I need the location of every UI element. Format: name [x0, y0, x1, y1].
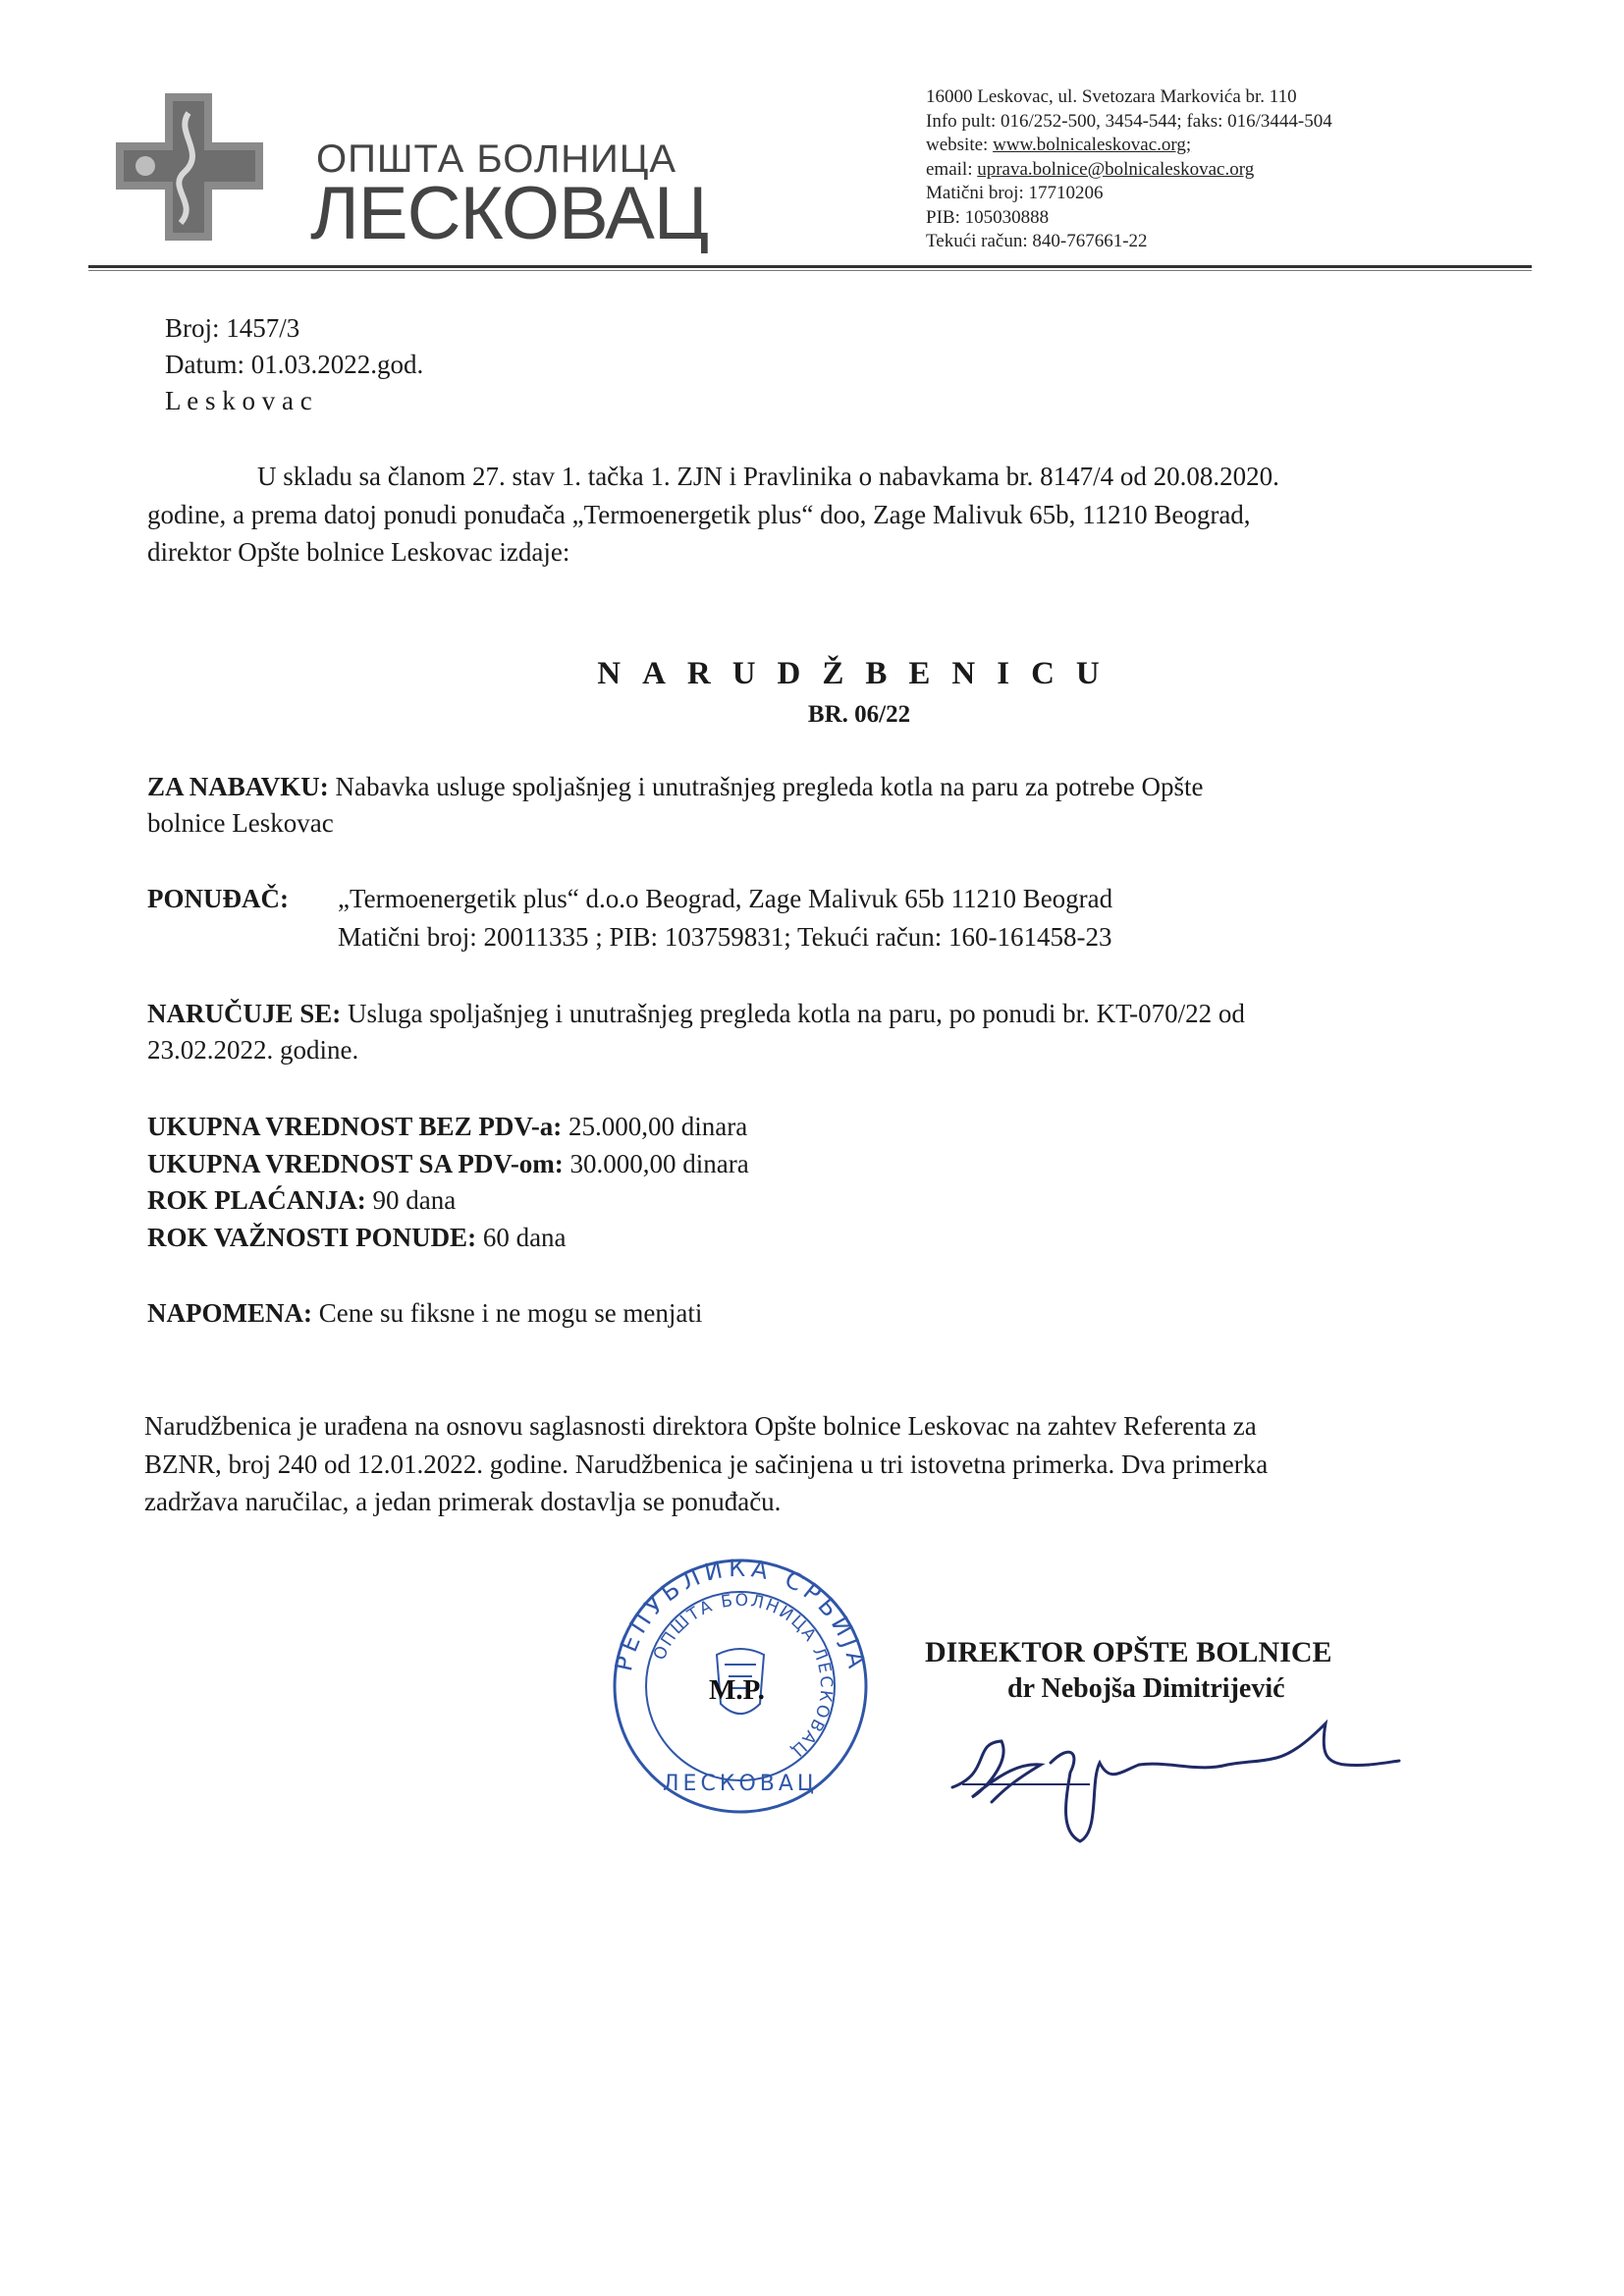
email-line	[926, 158, 1332, 183]
logo-text-line1: ОПШТА БОЛНИЦА	[316, 137, 677, 181]
narucuje-line-2: 23.02.2022. godine.	[147, 1035, 359, 1065]
email-link[interactable]: uprava.bolnice@bolnicaleskovac.org	[977, 158, 1255, 180]
napomena-label: NAPOMENA:	[147, 1298, 312, 1328]
value-row	[147, 1219, 567, 1256]
order-number: BR. 06/22	[807, 701, 911, 728]
za-nabavku-line-2: bolnice Leskovac	[147, 808, 334, 838]
intro-line-3: direktor Opšte bolnice Leskovac izdaje:	[147, 537, 570, 567]
ponudjac-label-text: PONUĐAČ:	[147, 884, 289, 913]
document-meta	[165, 310, 423, 419]
closing-line-3: zadržava naručilac, a jedan primerak dostavlja se ponuđaču.	[144, 1487, 782, 1516]
narucuje-label: NARUČUJE SE:	[147, 999, 342, 1028]
signature-name: dr Nebojša Dimitrijević	[1007, 1673, 1285, 1704]
value-label: ROK PLAĆANJA:	[147, 1185, 366, 1215]
za-nabavku-line-1	[147, 768, 1204, 805]
value-amount: 60 dana	[476, 1223, 567, 1252]
contact-block	[926, 85, 1332, 254]
logo-text-line2: ЛЕСКОВАЦ	[310, 172, 709, 255]
phone-info: Info pult: 016/252-500, 3454-544; faks: 016/3444-504	[926, 110, 1332, 132]
header-divider-thin	[88, 270, 1532, 271]
closing-line-1: Narudžbenica je urađena na osnovu saglasnosti direktora Opšte bolnice Leskovac na zahtev Referenta za	[144, 1411, 1257, 1441]
document-date: Datum: 01.03.2022.god.	[165, 350, 424, 379]
value-amount: 25.000,00 dinara	[562, 1112, 748, 1141]
document-number: Broj: 1457/3	[165, 313, 300, 343]
maticni-broj: Matični broj: 17710206	[926, 183, 1104, 203]
narucuje-line-1	[147, 995, 1245, 1032]
napomena	[147, 1294, 702, 1332]
closing-line-2: BZNR, broj 240 od 12.01.2022. godine. Narudžbenica je sačinjena u tri istovetna primerka. Dva primerka	[144, 1449, 1269, 1479]
za-nabavku-label: ZA NABAVKU:	[147, 772, 329, 801]
value-row	[147, 1181, 456, 1219]
ponudjac-line-1: „Termoenergetik plus“ d.o.o Beograd, Zage Malivuk 65b 11210 Beograd	[338, 884, 1113, 913]
value-row	[147, 1145, 749, 1182]
stamp-outer-text: РЕПУБЛИКА СРБИЈА	[611, 1557, 871, 1675]
intro-line-1: U skladu sa članom 27. stav 1. tačka 1. ZJN i Pravlinika o nabavkama br. 8147/4 od 20.08.2020.	[257, 462, 1279, 491]
handwritten-signature	[933, 1704, 1404, 1851]
tekuci-racun: Tekući račun: 840-767661-22	[926, 231, 1148, 251]
value-amount: 30.000,00 dinara	[563, 1149, 749, 1178]
signature-title: DIREKTOR OPŠTE BOLNICE	[925, 1636, 1332, 1668]
address: 16000 Leskovac, ul. Svetozara Markovića br. 110	[926, 86, 1297, 107]
value-row	[147, 1108, 747, 1145]
document-title: NARUDŽBENICU	[597, 656, 1121, 691]
za-nabavku-text: Nabavka usluge spoljašnjeg i unutrašnjeg pregleda kotla na paru za potrebe Opšte	[328, 772, 1204, 801]
email-label: email:	[926, 158, 978, 180]
hospital-logo-cross-icon	[116, 93, 263, 241]
stamp-inner-text: ОПШТА БОЛНИЦА ЛЕСКОВАЦ	[649, 1590, 837, 1762]
value-label: ROK VAŽNOSTI PONUDE:	[147, 1223, 477, 1252]
ponudjac-line-2: Matični broj: 20011335 ; PIB: 103759831; Tekući račun: 160-161458-23	[338, 922, 1112, 952]
stamp-city-text: ЛЕСКОВАЦ	[663, 1772, 818, 1796]
stamp-mp-label: M.P.	[709, 1674, 765, 1706]
website-link[interactable]: www.bolnicaleskovac.org;	[993, 135, 1192, 155]
document-place: L e s k o v a c	[165, 386, 312, 415]
header-divider	[88, 265, 1532, 268]
napomena-text: Cene su fiksne i ne mogu se menjati	[311, 1298, 703, 1328]
value-amount: 90 dana	[365, 1185, 457, 1215]
value-label: UKUPNA VREDNOST BEZ PDV-a:	[147, 1112, 563, 1141]
narucuje-text: Usluga spoljašnjeg i unutrašnjeg pregleda kotla na paru, po ponudi br. KT-070/22 od	[341, 999, 1245, 1028]
ponudjac-label	[147, 880, 289, 917]
value-label: UKUPNA VREDNOST SA PDV-om:	[147, 1149, 564, 1178]
website-label: website:	[926, 135, 994, 155]
intro-line-2: godine, a prema datoj ponudi ponuđača „Termoenergetik plus“ doo, Zage Malivuk 65b, 11210 Beograd,	[147, 500, 1251, 529]
pib: PIB: 105030888	[926, 206, 1050, 228]
signature-scribble-icon	[933, 1704, 1404, 1851]
website-line	[926, 134, 1332, 158]
official-stamp	[611, 1557, 871, 1817]
